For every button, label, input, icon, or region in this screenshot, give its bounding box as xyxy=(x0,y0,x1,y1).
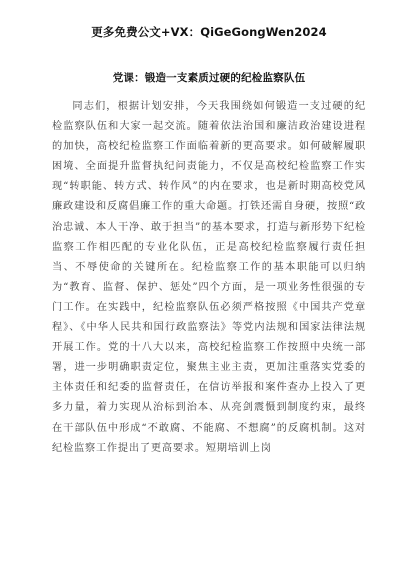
header-watermark: 更多免费公文+VX：QiGeGongWen2024 xyxy=(91,25,327,39)
body-paragraph: 同志们，根据计划安排，今天我围绕如何锻造一支过硬的纪检监察队伍和大家一起交流。随着依法治国和廉洁政治建设进程的加快，高校纪检监察工作面临着新的更高要求。如何破解履职困境、全面提升监督执纪问责能力，不仅是高校纪检监察工作实现“转职能、转方式、转作风”的内在要求，也是新时期高校党风廉政建设和反腐倡廉工作的重大命题。打铁还需自身硬，按照“政治忠诚、本人干净、敢于担当”的基本要求，打造与新形势下纪检监察工作相匹配的专业化队伍，正是高校纪检监察履行责任担当、不辱使命的关键所在。纪检监察工作的基本职能可以归纳为“教育、监督、保护、惩处”四个方面，是一项业务性很强的专门工作。在实践中，纪检监察队伍必须严格按照《中国共产党章程》、《中华人民共和国行政监察法》等党内法规和国家法律法规开展工作。党的十八大以来，高校纪检监察工作按照中央统一部署，进一步明确职责定位，聚焦主业主责，更加注重落实党委的主体责任和纪委的监督责任，在信访举报和案件查办上投入了更多力量，着力实现从治标到治本、从亮剑震慑到制度约束，最终在干部队伍中形成“不敢腐、不能腐、不想腐”的反腐机制。这对纪检监察工作提出了更高要求。短期培训上岗 xyxy=(52,101,366,454)
document-title: 党课：锻造一支素质过硬的纪检监察队伍 xyxy=(112,72,306,84)
